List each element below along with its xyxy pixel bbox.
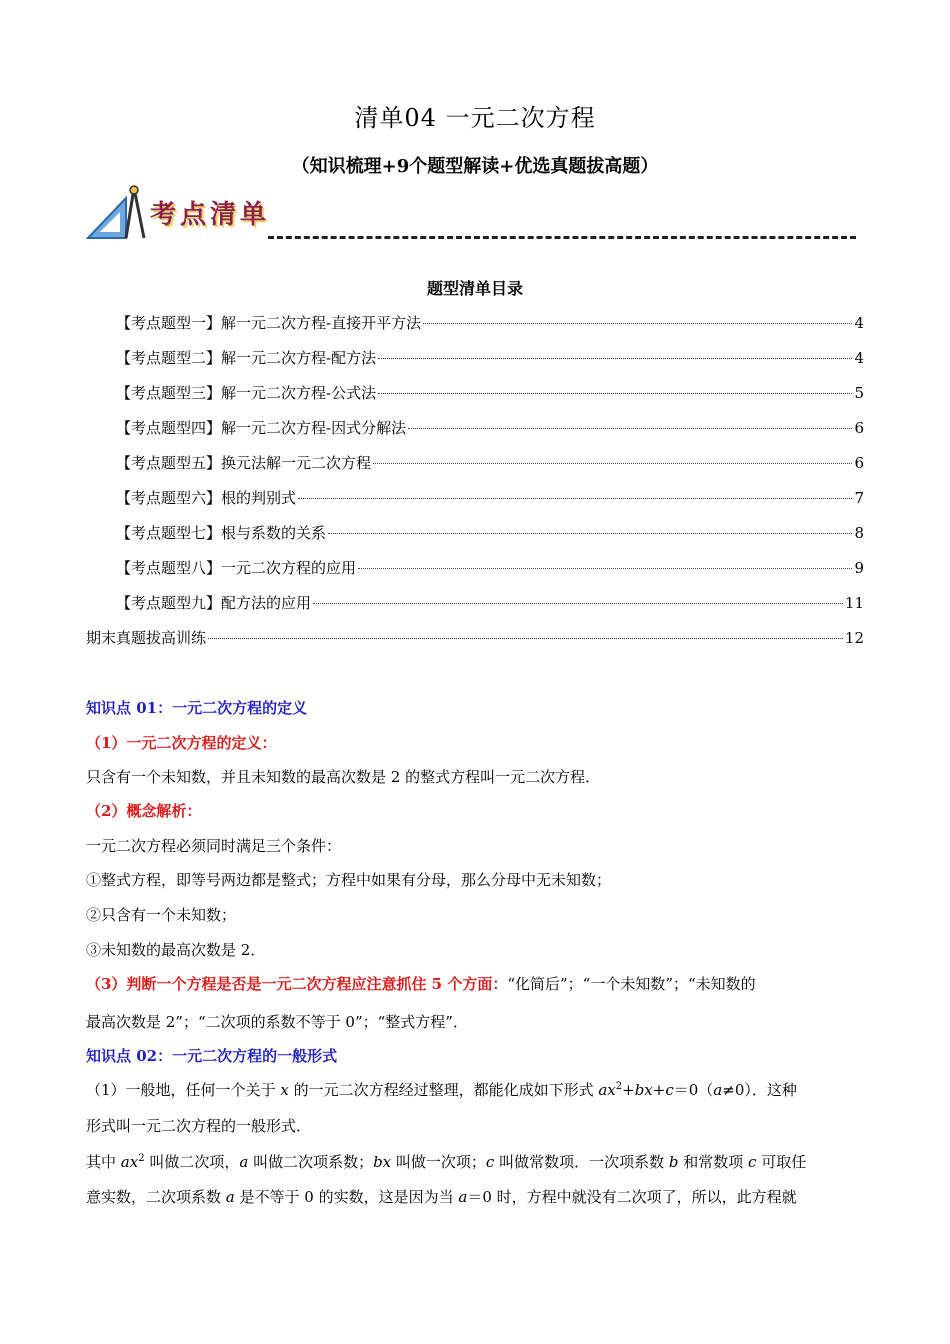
toc-item[interactable]: 【考点题型五】换元法解一元二次方程 6 — [116, 454, 864, 472]
banner-title: 考点清单 — [150, 200, 271, 230]
kp1-s1-text: 只含有一个未知数，并且未知数的最高次数是 2 的整式方程叫一元二次方程． — [86, 768, 601, 786]
kp2-line-2: 形式叫一元二次方程的一般形式． — [86, 1117, 312, 1135]
kp2-line-1: （1）一般地，任何一个关于 x 的一元二次方程经过整理，都能化成如下形式 $ax^2+bx+c=0(a\ne 0)$．这种 — [86, 1081, 797, 1099]
toc-title: 题型清单目录 — [426, 279, 523, 298]
toc-item[interactable]: 【考点题型九】配方法的应用 11 — [116, 594, 864, 612]
kp1-s3 — [86, 973, 864, 994]
kp1-s2-line: ②只含有一个未知数； — [86, 906, 237, 924]
section-banner — [86, 184, 856, 248]
toc-item[interactable]: 期末真题拔高训练 12 — [86, 629, 864, 647]
kp1-s2-line: 一元二次方程必须同时满足三个条件： — [86, 837, 342, 855]
kp2-line-3: 其中 $ax^2$ 叫做二次项，a 叫做二次项系数；bx 叫做一次项；c 叫做常数项．一次项系数 b 和常数项 c 可取任 — [86, 1153, 807, 1171]
toc-item[interactable]: 【考点题型七】根与系数的关系 8 — [116, 524, 864, 542]
kp1-s2-title: （2）概念解析： — [86, 802, 202, 820]
page-title: 清单04 一元二次方程 — [354, 104, 596, 132]
kp1-s3-title: （3）判断一个方程是否是一元二次方程应注意抓住 5 个方面： — [86, 975, 508, 993]
banner-divider — [268, 236, 856, 239]
toc-item[interactable]: 【考点题型六】根的判别式 7 — [116, 489, 864, 507]
compass-triangle-icon — [86, 184, 150, 244]
page-subtitle: （知识梳理+9个题型解读+优选真题拔高题） — [291, 156, 659, 177]
kp1-s3-text-cont: 最高次数是 2”；“二次项的系数不等于 0”；“整式方程”． — [86, 1013, 468, 1031]
kp1-s1-title: （1）一元二次方程的定义： — [86, 734, 277, 752]
toc-item[interactable]: 【考点题型八】一元二次方程的应用 9 — [116, 559, 864, 577]
kp1-s2-line: ③未知数的最高次数是 2． — [86, 941, 266, 959]
kp2-heading: 知识点 02：一元二次方程的一般形式 — [86, 1047, 338, 1065]
toc-item[interactable]: 【考点题型一】解一元二次方程-直接开平方法 4 — [116, 314, 864, 332]
kp1-s3-text: “化简后”；“一个未知数”；“未知数的 — [507, 975, 756, 993]
toc-item[interactable]: 【考点题型三】解一元二次方程-公式法 5 — [116, 384, 864, 402]
kp1-s2-line: ①整式方程，即等号两边都是整式；方程中如果有分母，那么分母中无未知数； — [86, 871, 612, 889]
toc-item[interactable]: 【考点题型四】解一元二次方程-因式分解法 6 — [116, 419, 864, 437]
toc-item[interactable]: 【考点题型二】解一元二次方程-配方法 4 — [116, 349, 864, 367]
kp2-line-4: 意实数，二次项系数 a 是不等于 0 的实数，这是因为当 a＝0 时，方程中就没有二次项了，所以，此方程就 — [86, 1188, 797, 1206]
kp1-heading: 知识点 01：一元二次方程的定义 — [86, 699, 308, 717]
